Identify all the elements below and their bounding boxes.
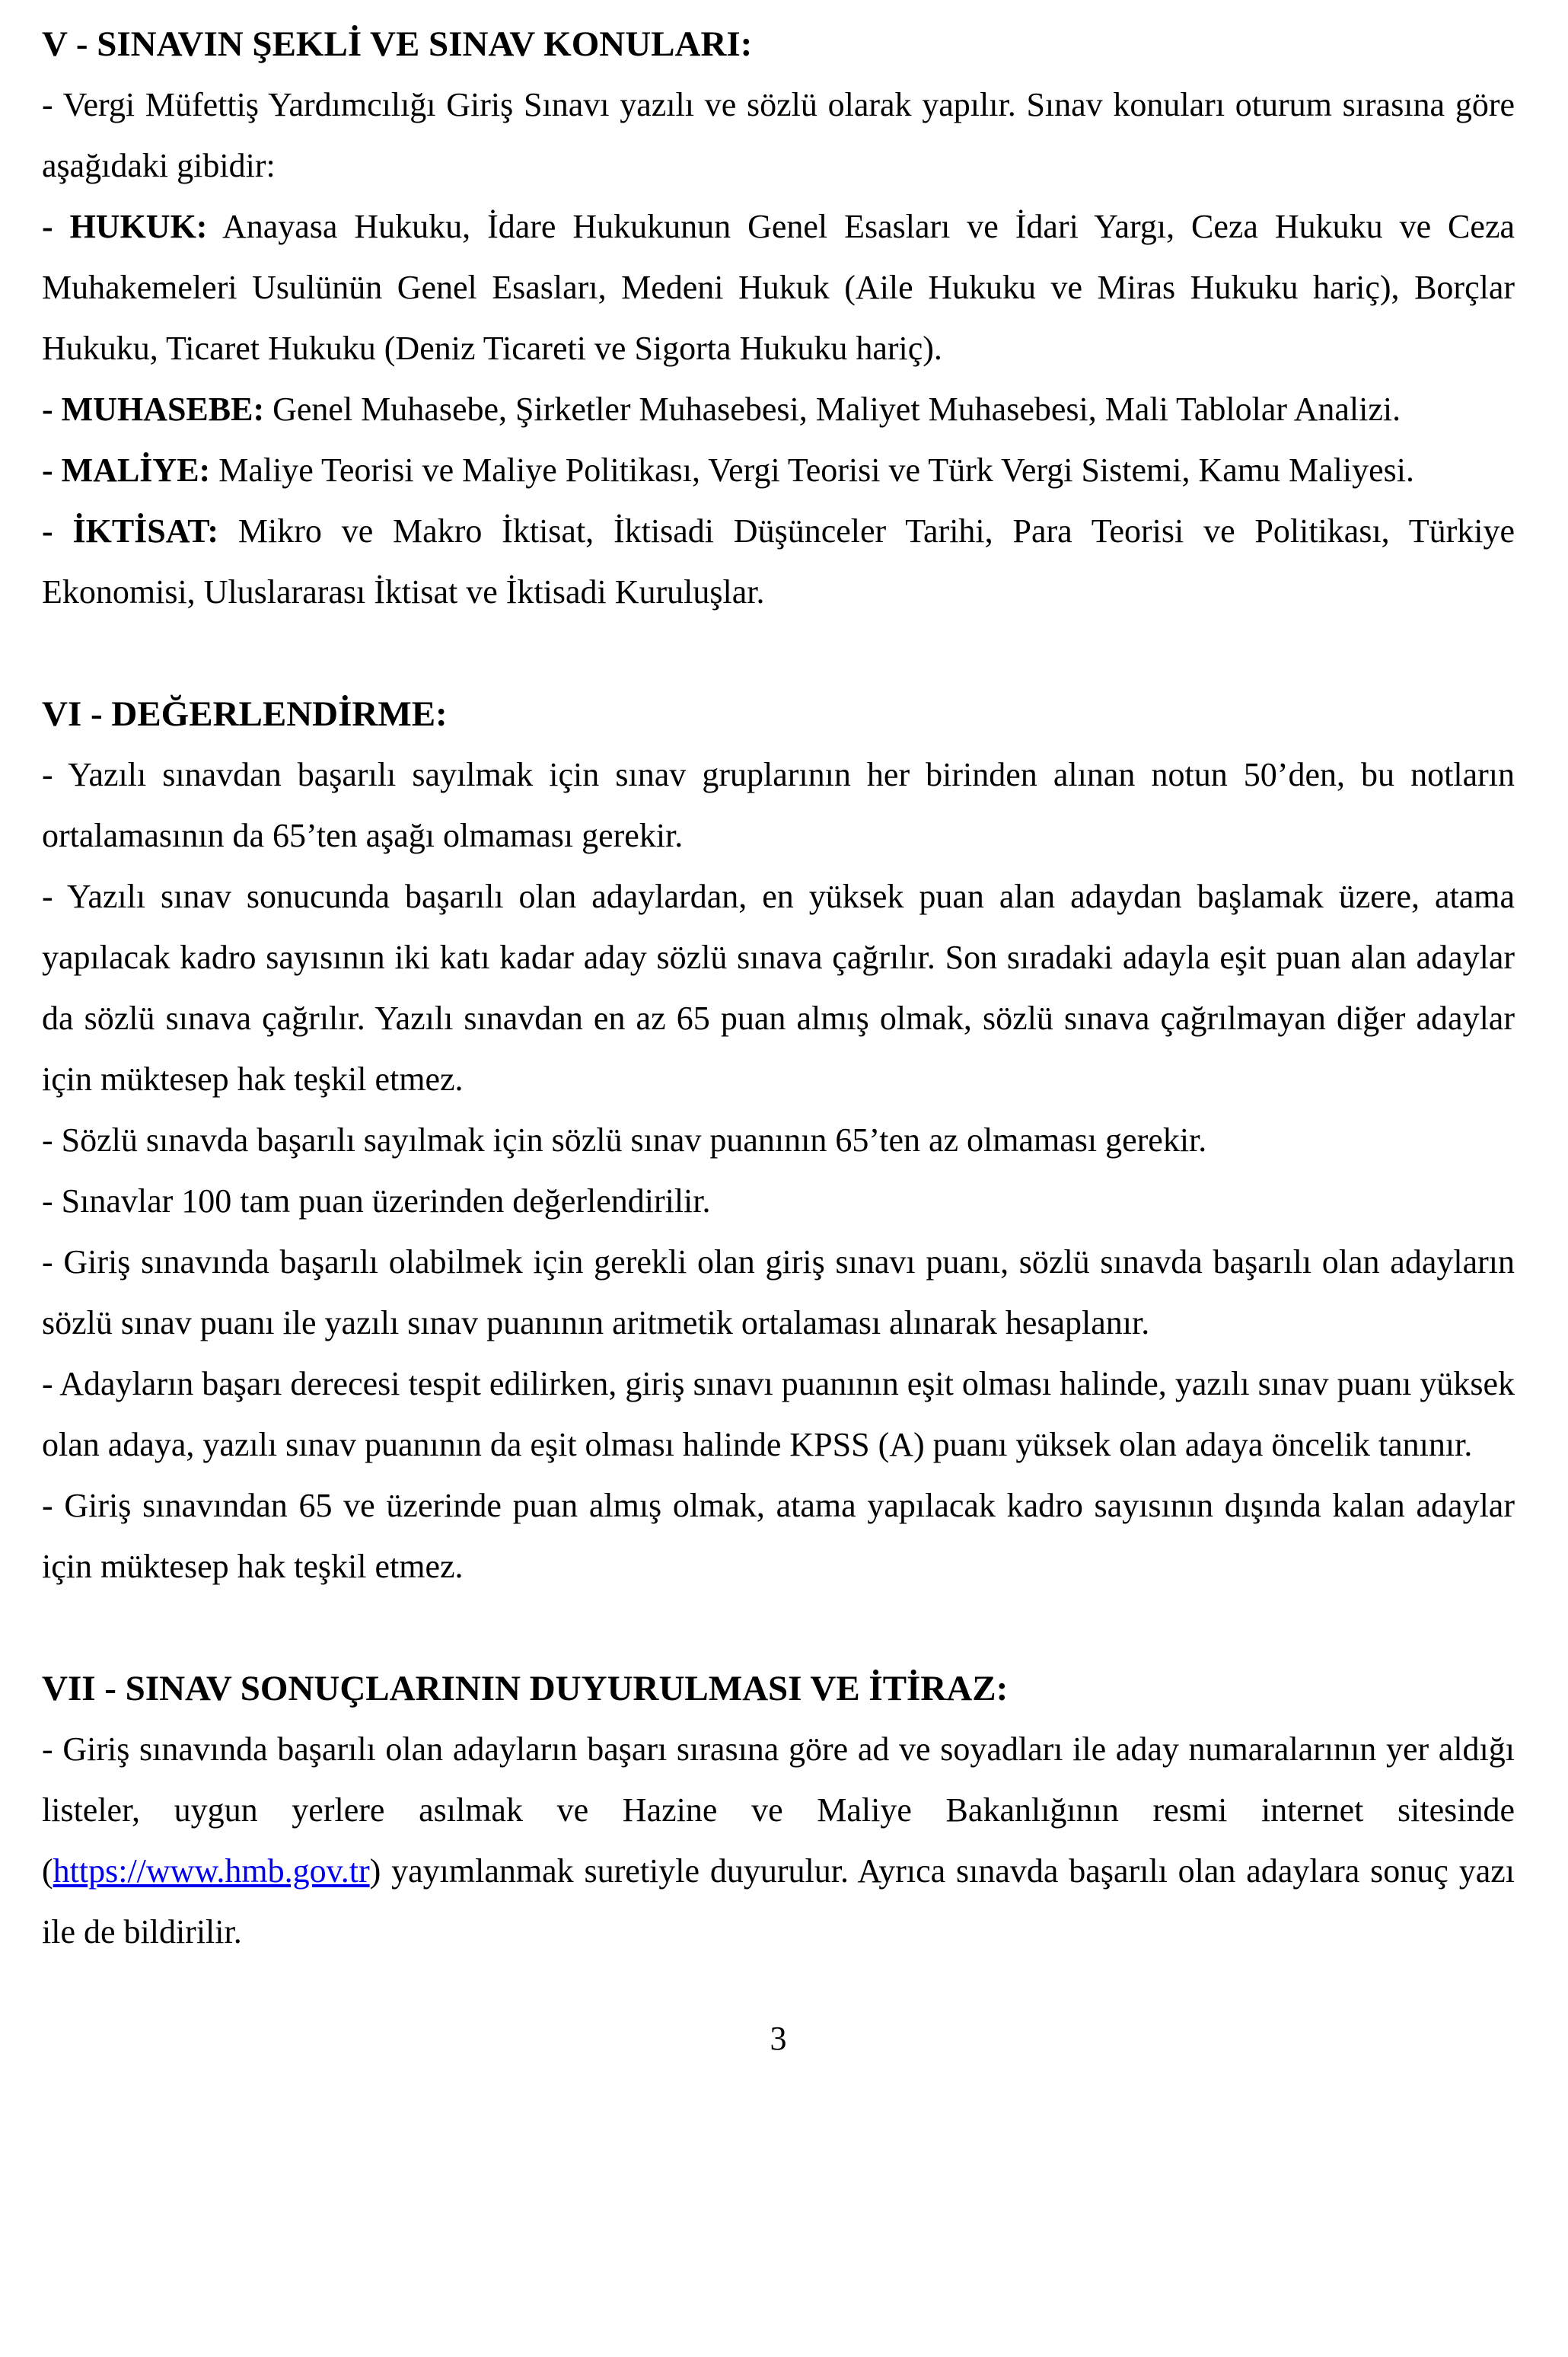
results-paragraph xyxy=(42,1719,1515,1963)
evaluation-item-5: - Giriş sınavında başarılı olabilmek için gerekli olan giriş sınavı puanı, sözlü sınavda başarılı olan adayların sözlü sınav puanı ile yazılı sınav puanının aritmetik ortalaması alınarak hesaplanır. xyxy=(42,1243,1515,1341)
evaluation-item-1: - Yazılı sınavdan başarılı sayılmak için sınav gruplarının her birinden alınan notun 50’den, bu notların ortalamasının da 65’ten aşağı olmaması gerekir. xyxy=(42,756,1515,854)
section-v-heading: V - SINAVIN ŞEKLİ VE SINAV KONULARI: xyxy=(42,24,753,64)
subject-label-muhasebe: - MUHASEBE: xyxy=(42,391,265,428)
subject-label-maliye: - MALİYE: xyxy=(42,451,211,489)
hmb-website-link[interactable]: https://www.hmb.gov.tr xyxy=(53,1852,370,1890)
subject-label-hukuk: - HUKUK: xyxy=(42,208,208,245)
evaluation-item-2: - Yazılı sınav sonucunda başarılı olan adaylardan, en yüksek puan alan adaydan başlamak üzere, atama yapılacak kadro sayısının iki katı kadar aday sözlü sınava çağrılır. Son sıradaki adayla eşit puan alan adaylar da sözlü sınava çağrılır. Yazılı sınavdan en az 65 puan almış olmak, sözlü sınava çağrılmayan diğer adaylar için müktesep hak teşkil etmez. xyxy=(42,878,1515,1098)
subject-paragraph-hukuk xyxy=(42,196,1515,379)
evaluation-item-7: - Giriş sınavından 65 ve üzerinde puan almış olmak, atama yapılacak kadro sayısının dışında kalan adaylar için müktesep hak teşkil etmez. xyxy=(42,1487,1515,1585)
subject-text-muhasebe: Genel Muhasebe, Şirketler Muhasebesi, Maliyet Muhasebesi, Mali Tablolar Analizi. xyxy=(264,391,1401,428)
subject-paragraph-muhasebe xyxy=(42,379,1515,440)
evaluation-item-4: - Sınavlar 100 tam puan üzerinden değerlendirilir. xyxy=(42,1182,711,1220)
subject-label-iktisat: - İKTİSAT: xyxy=(42,512,219,550)
subject-paragraph-iktisat xyxy=(42,501,1515,623)
evaluation-item-3: - Sözlü sınavda başarılı sayılmak için sözlü sınav puanının 65’ten az olmaması gerekir. xyxy=(42,1121,1207,1159)
subject-text-iktisat: Mikro ve Makro İktisat, İktisadi Düşünceler Tarihi, Para Teorisi ve Politikası, Türkiye Ekonomisi, Uluslararası İktisat ve İktisadi Kuruluşlar. xyxy=(42,512,1515,611)
section-vii-heading: VII - SINAV SONUÇLARININ DUYURULMASI VE İTİRAZ: xyxy=(42,1669,1009,1708)
section-vi-heading: VI - DEĞERLENDİRME: xyxy=(42,694,448,734)
evaluation-item-6: - Adayların başarı derecesi tespit edilirken, giriş sınavı puanının eşit olması halinde, yazılı sınav puanı yüksek olan adaya, yazılı sınav puanının da eşit olması halinde KPSS (A) puanı yüksek olan adaya öncelik tanınır. xyxy=(42,1365,1515,1463)
subject-text-maliye: Maliye Teorisi ve Maliye Politikası, Vergi Teorisi ve Türk Vergi Sistemi, Kamu Maliyesi. xyxy=(210,451,1414,489)
section-evaluation xyxy=(42,684,1515,1597)
exam-intro-paragraph: - Vergi Müfettiş Yardımcılığı Giriş Sınavı yazılı ve sözlü olarak yapılır. Sınav konuları oturum sırasına göre aşağıdaki gibidir: xyxy=(42,86,1515,184)
subject-paragraph-maliye xyxy=(42,440,1515,501)
results-text-after-link: ) yayımlanmak suretiyle duyurulur. Ayrıca sınavda başarılı olan adaylara sonuç yazı ile de bildirilir. xyxy=(42,1852,1515,1950)
page-number: 3 xyxy=(770,2020,787,2057)
results-text-before-link: - Giriş sınavında başarılı olan adayların başarı sırasına göre ad ve soyadları ile aday numaralarının yer aldığı listeler, uygun yerlere asılmak ve Hazine ve Maliye Bakanlığının resmi internet sitesinde ( xyxy=(42,1730,1515,1890)
section-exam-subjects xyxy=(42,14,1515,623)
section-results-announcement xyxy=(42,1658,1515,1963)
subject-text-hukuk: Anayasa Hukuku, İdare Hukukunun Genel Esasları ve İdari Yargı, Ceza Hukuku ve Ceza Muhakemeleri Usulünün Genel Esasları, Medeni Hukuk (Aile Hukuku ve Miras Hukuku hariç), Borçlar Hukuku, Ticaret Hukuku (Deniz Ticareti ve Sigorta Hukuku hariç). xyxy=(42,208,1515,367)
